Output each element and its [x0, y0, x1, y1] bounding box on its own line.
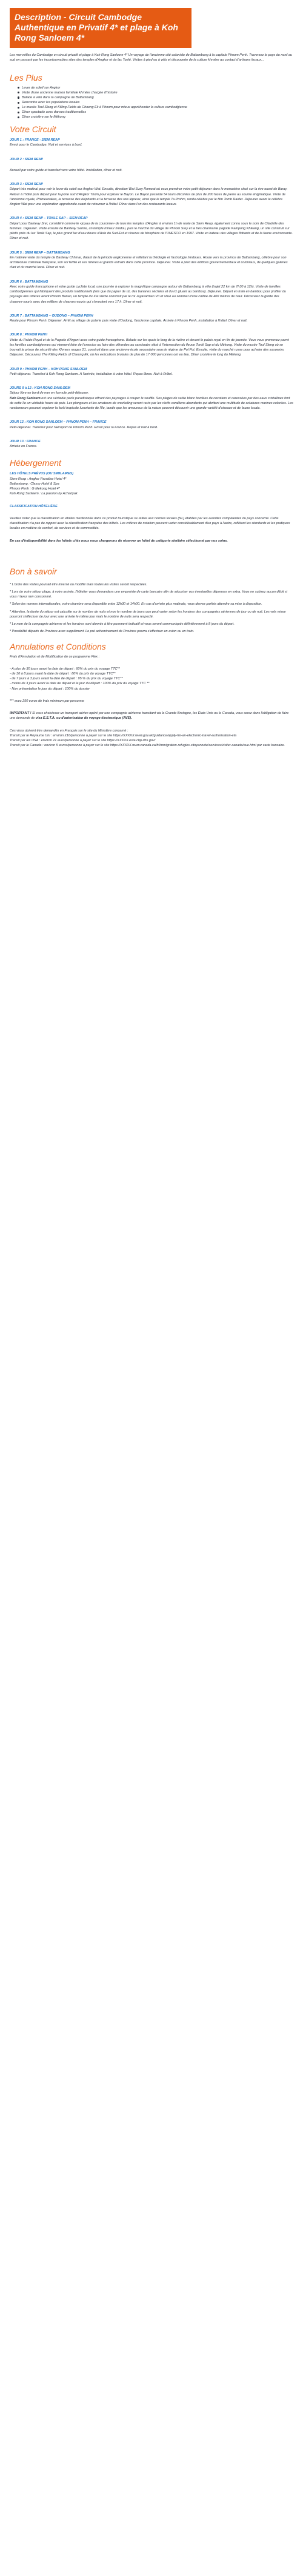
day-title: JOUR 4 : SIEM REAP – TONLE SAP – SIEM REAP — [10, 217, 88, 221]
list-item: Visite d'une ancienne maison familiale khmère chargée d'histoire — [22, 90, 293, 95]
annulation-intro: Frais d'Annulation et de Modification de ce programme Flex : — [10, 655, 100, 659]
day-block — [10, 251, 293, 271]
day-block — [10, 332, 293, 357]
day-title: JOUR 1 : FRANCE - SIEM REAP — [10, 138, 60, 143]
section-heading-hebergement: Hébergement — [10, 458, 61, 468]
day-body: En matinée visite du temple de Banteay Chhmar, datant de la période angkorienne et reflétant la théologie et l'astrologie hindoues. Route vers la province de Battambang, célèbre pour son architecture coloniale française, son sol fertile et ses rizières et grands extraits dans cette province. Déjeuner. Visite à pied des édifices gouvernementaux et coloniaux, de quelques galeries d'art et du marché local. Dîner et nuit. — [10, 255, 288, 270]
classification-heading: CLASSIFICATION HÔTELIÈRE — [10, 504, 58, 508]
day-title: JOUR 8 : PHNOM PENH — [10, 333, 48, 337]
day-body: Envol pour le Cambodge. Nuit et services à bord. — [10, 143, 82, 147]
hotel-line: Koh Rong Sanloem : La passion by Achariyak — [10, 492, 78, 496]
important-visa: visa E.S.T.A. ou d'autorisation de voyage électronique (AVE). — [35, 716, 132, 721]
annulation-note: *** avec 250 euros de frais minimum par personne — [10, 699, 84, 703]
day-block — [10, 280, 293, 304]
savoir-paragraph: * Possibilité départs de Province avec supplément. Le pré acheminement de Province pourra s'effectuer en avion ou en train. — [10, 630, 195, 634]
day-block — [10, 138, 293, 148]
important-label: IMPORTANT ! — [10, 711, 32, 716]
section-heading-circuit: Votre Circuit — [10, 124, 56, 135]
annulation-item: - moins de 3 jours avant la date de départ et le jour du départ : 100% du prix du voyage TTC ** — [10, 682, 150, 686]
hotels-subheading: LES HÔTELS PRÉVUS (OU SIMILAIRES) — [10, 472, 74, 476]
island-description: est une véritable perle paradisiaque offrant des paysages à couper le souffle. Ses plages de sable blanc bordées de cocotiers et caressées par des eaux cristallines font de cette île un véritable havre de paix. Les plongeurs et les amateurs de snorkeling seront ravis par les récifs coralliens abondants qui abritent une multitude de créatures marines colorées. Les randonneurs peuvent explorer la forêt tropicale luxuriante de l'île, tandis que les amoureux de la nature peuvent découvrir une grande variété d'oiseaux et de faune locale. — [10, 396, 293, 411]
visa-line-uk: Transit par le Royaume Uni : environ £16/personne à payer sur le site https://XXXXX.www.gov.uk/guidance/apply-for-an-electronic-travel-authorisation-eta — [10, 733, 237, 738]
page-title: Description - Circuit Cambodge Authentique en Privatif 4* et plage à Koh Rong Sanloem 4* — [10, 8, 191, 48]
important-paragraph — [10, 711, 293, 721]
day-block — [10, 314, 293, 324]
day-title: JOUR 5 : SIEM REAP – BATTAMBANG — [10, 251, 70, 255]
day-body-extended — [10, 396, 293, 411]
annulation-item: - de 30 à 8 jours avant la date de départ : 80% du prix du voyage TTC** — [10, 671, 116, 676]
visa-intro: Ces visas doivent être demandés en Français sur le site du Ministère concerné : — [10, 728, 128, 733]
list-item: Dîner croisière sur le Mékong — [22, 115, 293, 119]
savoir-paragraph: * Lors de votre séjour plage, à votre arrivée, l'hôtelier vous demandera une empreinte de carte bancaire afin de sécuriser vos éventuelles dépenses en extra. Vous ne subirez aucun débit si vous n'avez rien consommé. — [10, 590, 287, 599]
day-body: Arrivée en France. — [10, 445, 38, 449]
day-title: JOUR 13 : FRANCE — [10, 439, 41, 443]
important-text: Si vous choisissez un transport aérien opéré par une compagnie aérienne transitant via la Grande Bretagne, les États Unis ou le Canada, vous serez dans l'obligation de faire une demande de — [10, 711, 289, 721]
day-block — [10, 182, 293, 207]
day-body: Petit-déjeuner. Transfert pour l'aéroport de Phnom Penh. Envol pour la France. Repas et nuit à bord. — [10, 425, 158, 429]
annulation-item: - A plus de 30 jours avant la date de départ : 60% du prix du voyage TTC** — [10, 667, 120, 671]
day-body: Séjour libre en bord de mer en formule petit-déjeuner. — [10, 391, 89, 395]
section-heading-bon-a-savoir: Bon à savoir — [10, 566, 57, 576]
list-item: Dîner spectacle avec danses traditionnelles — [22, 110, 293, 115]
island-name: Koh Rong Sanloem — [10, 396, 41, 400]
list-item: Balade à vélo dans la campagne de Battambang — [22, 95, 293, 100]
day-title: JOUR 12 : KOH RONG SANLOEM – PHNOM PENH – FRANCE — [10, 420, 107, 425]
annulation-item: - Non présentation le jour du départ : 100% du dossier — [10, 687, 90, 691]
day-title: JOURS 9 à 12 : KOH RONG SANLOEM — [10, 386, 70, 391]
day-block — [10, 386, 293, 411]
hotel-line: Battambang : Classy Hotel & Spa — [10, 482, 59, 486]
intro-text: Les merveilles du Cambodge en circuit privatif et plage à Koh Rong Sanloem 4* Un voyage de l'ancienne cité coloniale de Battambang à la capitale Phnom Penh. Traversez le pays du nord au sud en passant par les incontournables sites des temples d'Angkor et du lac Tonlé. Visites à pied ou à vélo et découverte de la culture khmère au contact d'artisans locaux... — [10, 53, 292, 62]
list-item: Lever de soleil sur Angkor — [22, 86, 293, 90]
day-title: JOUR 9 : PHNOM PENH – KOH RONG SANLOEM — [10, 367, 87, 371]
savoir-paragraph: * Le nom de la compagnie aérienne et les horaires sont donnés à titre purement indicatif et vous seront communiqués définitivement à 8 jours du départ. — [10, 622, 235, 627]
day-title: JOUR 6 : BATTAMBANG — [10, 280, 48, 284]
savoir-paragraph: * Attention, la durée du séjour est calculée sur le nombre de nuits et non le nombre de jours que peut varier selon les horaires des compagnies aériennes de jour ou de nuit. Les vols retour pourront s'effectuer de jour avec une arrivée le même jour mais le nombre de nuits sera respecté. — [10, 610, 286, 619]
day-body: Départ très matinal pour voir le lever du soleil sur Angkor Wat. Ensuite, direction Wat Svay Romeat où vous prendrez votre petit-déjeuner dans le monastère situé sur la rive ouest de Baray. Retour à l'hôtel puis départ pour la porte sud d'Angkor Thom pour explorer le Bayon. Le Bayon possède 54 tours décorées de plus de 200 faces de pierre au sourire énigmatique. Visite de l'ancienne royale, Phimeanakas, la terrasse des éléphants et la terrasse des rois lépreux, ainsi que le temple Ta Prohm, rendu célèbre par le film Tomb Raider. Déjeuner avant le célèbre Angkor Wat pour une exploration approfondie avant de retourner à l'hôtel. Dîner dans l'un des restaurants locaux. — [10, 187, 288, 207]
day-block — [10, 420, 293, 430]
list-item: Le musée Toul Sleng et Killing Fields de Choeng Ek à Phnom pour mieux appréhender la culture cambodgienne — [22, 105, 293, 110]
indisponibilite-text: En cas d'indisponibilité dans les hôtels cités nous nous chargerons de réserver un hôtel de catégorie similaire sélectionné par nos soins. — [10, 539, 228, 543]
day-block — [10, 439, 293, 449]
visa-line-usa: Transit par les USA : environ 21 euro/personne à payer sur le site https://XXXXX.esta.cbp.dhs.gov/ — [10, 739, 156, 743]
day-body: Avec votre guide francophone et votre guide cycliste local, une journée à explorer la magnifique campagne autour de Battambang à vélo (trajet 22 km de 7h30 à 12h). Visite de familles cambodgiennes qui fabriquent des produits traditionnels (tels que du papier de riz, des bananes séchées et du riz gluant au bambou). Déjeuner. Départ en train en bambou pour profiter du paysage des rizières avant Phnom Banan, un temple du XIe siècle construit par le roi Jayavarman VII et situé au sommet d'une colline de 400 mètres de haut. Découvrez la grotte des chauves-souris avec des milliers de chauves-souris qui s'envolent vers 17 h. Dîner et nuit. — [10, 284, 286, 304]
hotel-line: Siem Reap : Angkor Paradise Hotel 4* — [10, 477, 67, 481]
visa-line-canada: Transit par le Canada : environ 5 euros/personne à payer sur le site https://XXXXX.www.canada.ca/fr/immigration-refugies-citoyennete/services/visiter-canada/ave.html par carte bancaire. — [10, 744, 285, 748]
hotel-line: Phnom Penh : G Mekong Hotel 4* — [10, 487, 60, 491]
day-body: Petit-déjeuner. Transfert à Koh Rong Sanloem. À l'arrivée, installation à votre hôtel. Repas libres. Nuit à l'hôtel. — [10, 372, 173, 376]
list-item: Rencontre avec les populations locales — [22, 100, 293, 105]
hotels-block — [10, 471, 293, 543]
savoir-paragraph: * Selon les normes internationales, votre chambre sera disponible entre 12h30 et 14h00. En cas d'arrivée plus matinale, vous devrez parfois attendre sa mise à disposition. — [10, 602, 262, 607]
day-title: JOUR 7 : BATTAMBANG – OUDONG – PHNOM PENH — [10, 314, 93, 318]
day-body: Départ pour Banteay Srei, considéré comme le «joyau de la couronne» de tous les temples d'Angkor à environ 1h de route de Siem Reap, également connu sous le nom de Citadelle des femmes. Déjeuner. Visite ensuite de Banteay Samre, un temple mineur hindou, puis le marché du village de Phnom Srey et la très charmante pagode Kampong Khleang, un site construit sur pilotis près du lac Tonlé Sap, le plus grand lac d'eau douce d'Asie du Sud-Est et réserve de biosphère de l'UNESCO en 1997. Visite en bateau des villages flottants et de la faune environnante. Dîner et nuit. — [10, 221, 293, 241]
section-heading-annulations: Annulations et Conditions — [10, 641, 106, 651]
day-block — [10, 367, 293, 377]
day-body: Route pour Phnom Penh. Déjeuner. Arrêt au village de poterie puis visite d'Oudong, l'ancienne capitale. Arrivée à Phnom Penh, installation à l'hôtel. Dîner et nuit. — [10, 319, 248, 323]
section-heading-plus: Les Plus — [10, 72, 42, 82]
day-title: JOUR 3 : SIEM REAP — [10, 183, 44, 187]
day-body: Visite du Palais Royal et de la Pagode d'Argent avec votre guide francophone. Balade sur les quais le long de la rivière et devant le palais royal en fin de journée. Vous vous promenez parmi les familles cambodgiennes qui viennent faire de l'exercice ou faire des offrandes au sanctuaire situé à l'intersection du fleuve Tonlé Sap et du Mékong. Visite du musée Toul Sleng où se trouvait la prison de sécurité des Khmers rouges 21, construit dans une ancienne école secondaire sous le régime de Pol Pot. Ensuite, visite du marché russe pour acheter des souvenirs. Déjeuner. Découvrez The Killing Fields of Cheung Ek, où les exécutions brutales de plus de 17 000 personnes ont eu lieu. Dîner croisière le long du Mékong. — [10, 338, 289, 357]
plus-list — [10, 86, 293, 120]
day-block — [10, 216, 293, 241]
annulation-item: - de 7 jours à 3 jours avant la date de départ : 95 % du prix du voyage TTC** — [10, 677, 123, 681]
day-body: Accueil par votre guide et transfert vers votre hôtel. Installation, dîner et nuit. — [10, 168, 122, 172]
classification-text: Veuillez noter que la classification en étoiles mentionnée dans ce produit touristique se réfère aux normes locales (NL) établies par les autorités compétentes du pays concerné. Cette classification n'a pas de rapport avec la classification française des hôtels. Les critères de notation peuvent varier considérablement d'un pays à l'autre, reflétant les standards et les pratiques locales en matière de confort, de services et de commodités. — [10, 516, 290, 531]
day-title: JOUR 2 : SIEM REAP — [10, 157, 44, 161]
day-block — [10, 157, 293, 173]
savoir-paragraph: * L'ordre des visites pourrait être inversé ou modifié mais toutes les visites seront respectées. — [10, 582, 147, 587]
